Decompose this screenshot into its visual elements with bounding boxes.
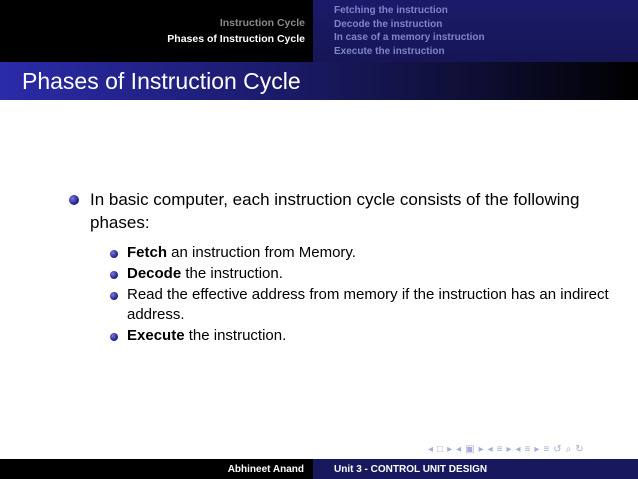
subsection-link-decode[interactable]: Decode the instruction bbox=[334, 18, 443, 30]
navigation-symbols bbox=[428, 443, 584, 455]
phase-text bbox=[127, 285, 610, 325]
nav-prev-section-icon[interactable]: ◂ bbox=[515, 443, 521, 455]
footer-author: Abhineet Anand bbox=[0, 459, 313, 479]
section-link-phases[interactable]: Phases of Instruction Cycle bbox=[167, 33, 305, 45]
footer-course: Unit 3 - CONTROL UNIT DESIGN bbox=[313, 459, 638, 479]
nav-frame-icon[interactable]: □ bbox=[437, 443, 444, 455]
phase-item-decode bbox=[110, 264, 610, 284]
header-bar bbox=[0, 0, 638, 62]
phase-item-read-address bbox=[110, 285, 610, 325]
nav-subsection-icon[interactable]: ≡ bbox=[496, 443, 503, 455]
bullet-icon bbox=[69, 195, 79, 205]
nav-prev-frame-icon[interactable]: ◂ bbox=[428, 443, 434, 455]
section-nav bbox=[0, 0, 313, 62]
nav-search-icon[interactable]: ⌕ bbox=[565, 443, 572, 455]
section-link-instruction-cycle[interactable]: Instruction Cycle bbox=[219, 17, 305, 29]
nav-prev-slide-icon[interactable]: ◂ bbox=[456, 443, 462, 455]
subsection-link-execute[interactable]: Execute the instruction bbox=[334, 45, 445, 57]
nav-slide-icon[interactable]: ▣ bbox=[465, 443, 475, 455]
phase-description: Read the effective address from memory if the instruction has an indirect address. bbox=[127, 286, 609, 323]
bullet-icon bbox=[110, 333, 118, 341]
phase-list bbox=[110, 243, 610, 347]
phase-item-fetch bbox=[110, 243, 610, 263]
subsection-link-memory-instruction[interactable]: In case of a memory instruction bbox=[334, 32, 485, 43]
phase-text bbox=[127, 243, 356, 263]
slide-title: Phases of Instruction Cycle bbox=[22, 67, 301, 94]
bullet-icon bbox=[110, 271, 118, 279]
nav-next-frame-icon[interactable]: ▸ bbox=[447, 443, 453, 455]
phase-keyword: Decode bbox=[127, 265, 182, 282]
phase-keyword: Fetch bbox=[127, 244, 168, 261]
phase-description: the instruction. bbox=[181, 265, 283, 282]
subsection-link-fetching[interactable]: Fetching the instruction bbox=[334, 5, 448, 16]
footer-bar bbox=[0, 459, 638, 479]
nav-prev-subsection-icon[interactable]: ◂ bbox=[487, 443, 493, 455]
phase-description: an instruction from Memory. bbox=[167, 244, 356, 261]
phase-keyword: Execute bbox=[127, 327, 185, 344]
subsection-nav bbox=[313, 0, 638, 62]
phase-text bbox=[127, 264, 283, 284]
nav-section-icon[interactable]: ≡ bbox=[524, 443, 531, 455]
nav-next-slide-icon[interactable]: ▸ bbox=[478, 443, 484, 455]
phase-item-execute bbox=[110, 326, 610, 346]
phase-text bbox=[127, 326, 286, 346]
nav-back-icon[interactable]: ↺ bbox=[553, 443, 562, 455]
nav-forward-icon[interactable]: ↻ bbox=[575, 443, 584, 455]
slide-title-bar bbox=[0, 62, 638, 100]
intro-item bbox=[69, 188, 589, 234]
phase-description: the instruction. bbox=[184, 327, 287, 344]
nav-next-section-icon[interactable]: ▸ bbox=[534, 443, 540, 455]
nav-toc-icon[interactable]: ≡ bbox=[543, 443, 550, 455]
bullet-icon bbox=[110, 250, 118, 258]
intro-text: In basic computer, each instruction cycle consists of the following phases: bbox=[90, 190, 580, 232]
bullet-icon bbox=[110, 292, 118, 300]
nav-next-subsection-icon[interactable]: ▸ bbox=[506, 443, 512, 455]
